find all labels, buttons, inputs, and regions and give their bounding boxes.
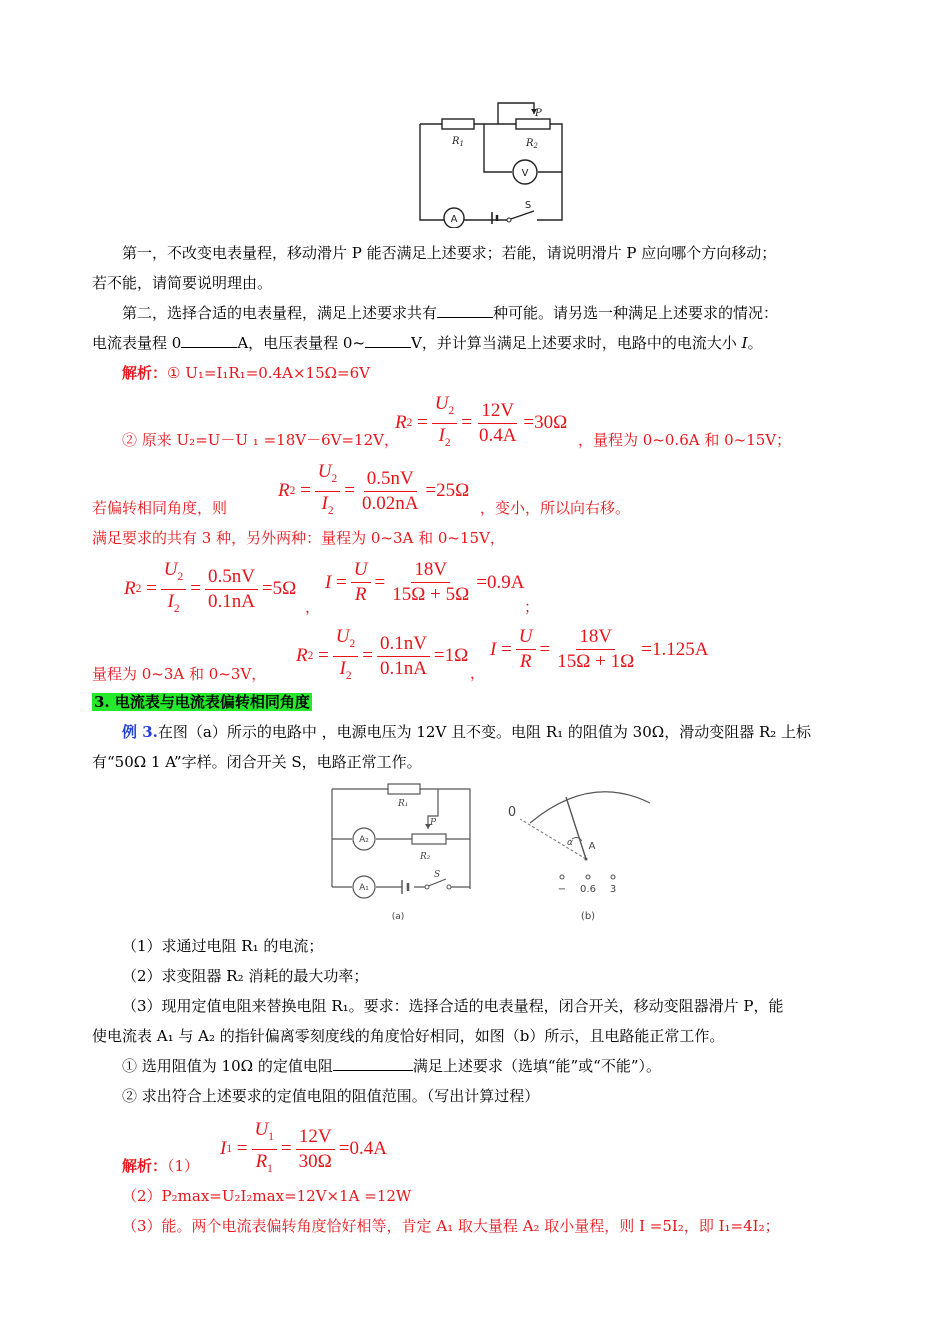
current-symbol: I [741,334,748,352]
question-first-line2: 若不能，请简要说明理由。 [92,274,273,292]
fig2-r2-label: R₂ [420,852,431,862]
fig2-r1-label: R₁ [398,799,409,809]
fig2-s-label: S [434,870,441,880]
blank-count [437,303,493,318]
question-first-line1: 第一，不改变电表量程，移动滑片 P 能否满足上述要求；若能，请说明滑片 P 应向哪个方向移动； [122,244,777,262]
equation-i1: I 1 = $\frac{U_1}{R_1}$ = $\frac{12V}{30\Omega}$ = 0.4A [220,1119,387,1175]
blank-voltmeter-range [365,333,411,348]
comma-2: ， [470,664,486,682]
example3-label: 例 3. [122,723,158,741]
solution1-line3a: 若偏转相同角度，则 [92,499,228,517]
solution1-label: 解析： [122,364,168,382]
solution1-line5: 量程为 0~3A 和 0~3V， [92,665,267,683]
question-3-sub1 [122,1054,892,1078]
solution2-step1: （1） [167,1157,200,1175]
question-3-sub1-text-a: ① 选用阻值为 10Ω 的定值电阻 [122,1057,333,1075]
equation-current-case3: I = $\frac{U}{R}$ = $\frac{18V}{15\Omega + 1\Omega}$ = 1.125A [490,626,709,672]
terminal-06-label: 0.6 [580,884,596,895]
solution1-line2a: ② 原来 U₂=U－U ₁ =18V－6V=12V， [122,431,399,449]
solution1-line2b: ，量程为 0~0.6A 和 0~15V； [578,431,792,449]
ammeter-a2-label: A₂ [359,835,369,845]
p-label: P [535,108,542,119]
circuit-figure-1 [412,100,572,228]
blank-can-or-cannot [333,1056,413,1071]
question-second-text-a: 第二，选择合适的电表量程，满足上述要求共有 [122,304,438,322]
r1-label: $R_1$ [452,136,464,148]
question-3-line2: 使电流表 A₁ 与 A₂ 的指针偏离零刻度线的角度恰好相同，如图（b）所示，且电路能正常工作。 [92,1027,725,1045]
solution1-line3b: ，变小，所以向右移。 [480,499,631,517]
r2-label: $R_2$ [526,138,538,150]
voltmeter-label: V [521,168,529,179]
question-second-text-e: V，并计算当满足上述要求时，电路中的电流大小 [411,334,737,352]
solution2-line2: （2）P₂max=U₂I₂max=12V×1A =12W [122,1187,412,1205]
circuit-figure-a [326,783,478,923]
alpha-label: α [567,838,573,848]
solution2-label: 解析： [122,1157,168,1175]
blank-ammeter-range [181,333,237,348]
solution2-line1 [122,1154,892,1178]
question-second-text-f: 。 [747,334,763,352]
terminal-3-label: 3 [609,884,617,895]
caption-a: (a) [391,912,405,922]
equation-current-case2: I = $\frac{U}{R}$ = $\frac{18V}{15\Omega + 5\Omega}$ = 0.9A [325,559,525,605]
question-3-sub2: ② 求出符合上述要求的定值电阻的阻值范围。（写出计算过程） [122,1087,540,1105]
terminal-minus-label: − [557,884,567,895]
equation-r2-case3: R 2 = $\frac{U_2}{I_2}$ = $\frac{0.1nV}{0.1nA}$ = 1Ω [296,626,469,682]
fig2-p-label: P [430,818,437,828]
switch-label: S [524,200,532,211]
question-second-line2 [92,331,862,355]
equation-r2-deflection: R 2 = $\frac{U_2}{I_2}$ = $\frac{0.5nV}{0.02nA}$ = 25Ω [278,461,470,517]
solution1-line4: 满足要求的共有 3 种，另外两种：量程为 0~3A 和 0~15V， [92,529,505,547]
meter-figure-b [500,783,660,923]
solution1-line1 [122,361,892,385]
dial-zero-label: 0 [507,805,517,820]
ammeter-label: A [450,214,458,225]
equation-r2-original: R 2 = $\frac{U_2}{I_2}$ = $\frac{12V}{0.4A}$ = 30Ω [395,393,568,449]
section-heading [92,690,862,714]
question-second-text-b: 种可能。请另选一种满足上述要求的情况： [493,304,779,322]
caption-b: (b) [580,911,596,922]
solution2-line3: （3）能。两个电流表偏转角度恰好相等，肯定 A₁ 取大量程 A₂ 取小量程，则 I =5I₂，即 I₁=4I₂； [122,1217,780,1235]
equation-r2-case2: R 2 = $\frac{U_2}{I_2}$ = $\frac{0.5nV}{0.1nA}$ = 5Ω [124,559,297,615]
ammeter-a1-label: A₁ [359,883,369,893]
question-second-line1 [122,301,892,325]
comma-1: ， [305,598,321,616]
question-second-text-d: A，电压表量程 0~ [237,334,366,352]
section-heading-text: 3. 电流表与电流表偏转相同角度 [94,693,310,711]
semicolon-1: ； [524,598,540,616]
example3-line2: 有“50Ω 1 A”字样。闭合开关 S，电路正常工作。 [92,753,422,771]
meter-a-label: A [588,841,596,852]
question-3-line1: （3）现用定值电阻来替换电阻 R₁。要求：选择合适的电表量程，闭合开关，移动变阻器滑片 P，能 [122,997,784,1015]
question-3-sub1-text-b: 满足上述要求（选填“能”或“不能”）。 [412,1057,662,1075]
question-1: （1）求通过电阻 R₁ 的电流； [122,937,324,955]
example3-text1: 在图（a）所示的电路中 ，电源电压为 12V 且不变。电阻 R₁ 的阻值为 30Ω，滑动变阻器 R₂ 上标 [157,723,812,741]
solution1-step1: ① U₁=I₁R₁=0.4A×15Ω=6V [167,364,370,382]
question-second-text-c: 电流表量程 0 [92,334,182,352]
question-2: （2）求变阻器 R₂ 消耗的最大功率； [122,967,369,985]
example3-line1 [122,720,892,744]
